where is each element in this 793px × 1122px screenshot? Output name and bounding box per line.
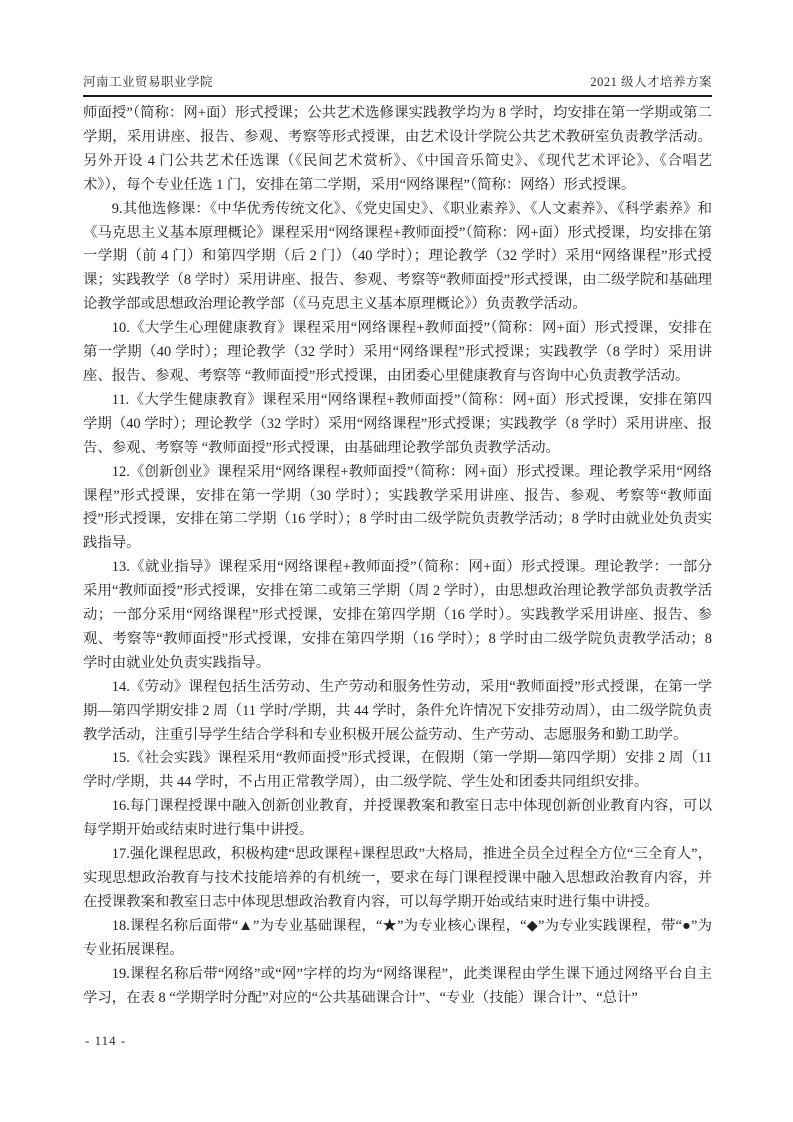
paragraph-item-12: 12.《创新创业》课程采用“网络课程+教师面授”（简称：网+面）形式授课。理论教学采用“网络课程”形式授课，安排在第一学期（30 学时）；实践教学采用讲座、报告、参观、考察等“教师面授”形式授课，安排在第二学期（16 学时）；8 学时由二级学院负责教学活动；8 学时由就业处负责实践指导。 [83, 463, 712, 552]
paragraph-item-18: 18.课程名称后面带“▲”为专业基础课程，“★”为专业核心课程，“◆”为专业实践课程，带“●”为专业拓展课程。 [83, 917, 712, 958]
paragraph-item-10: 10.《大学生心理健康教育》课程采用“网络课程+教师面授”（简称：网+面）形式授课，安排在第一学期（40 学时）；理论教学（32 学时）采用“网络课程”形式授课；实践教学（8 学时）采用讲座、报告、参观、考察等 “教师面授”形式授课，由团委心里健康教育与咨询中心负责教学活动。 [83, 320, 712, 384]
document-body [83, 102, 712, 1010]
header-school-name: 河南工业贸易职业学院 [83, 75, 214, 89]
paragraph-item-13: 13.《就业指导》课程采用“网络课程+教师面授”（简称：网+面）形式授课。理论教学：一部分采用“教师面授”形式授课，安排在第二或第三学期（周 2 学时），由思想政治理论教学部负责教学活动；一部分采用“网络课程”形式授课，安排在第四学期（16 学时）。实践教学采用讲座、报告、参观、考察等“教师面授”形式授课，安排在第四学期（16 学时）；8 学时由二级学院负责教学活动；8 学时由就业处负责实践指导。 [83, 559, 712, 671]
paragraph-item-19: 19.课程名称后带“网络”或“网”字样的均为“网络课程”，此类课程由学生课下通过网络平台自主学习，在表 8 “学期学时分配”对应的“公共基础课合计”、“专业（技能）课合计”、“总计” [83, 965, 712, 1006]
paragraph-item-17: 17.强化课程思政，积极构建“思政课程+课程思政”大格局，推进全员全过程全方位“三全育人”，实现思想政治教育与技术技能培养的有机统一，要求在每门课程授课中融入思想政治教育内容，并在授课教案和教室日志中体现思想政治教育内容，可以每学期开始或结束时进行集中讲授。 [83, 846, 712, 910]
paragraph-item-14: 14.《劳动》课程包括生活劳动、生产劳动和服务性劳动，采用“教师面授”形式授课，在第一学期—第四学期安排 2 周（11 学时/学期，共 44 学时，条件允许情况下安排劳动周），由二级学院负责教学活动，注重引导学生结合学科和专业积极开展公益劳动、生产劳动、志愿服务和勤工助学。 [83, 678, 712, 743]
paragraph-continuation: 师面授”（简称：网+面）形式授课；公共艺术选修课实践教学均为 8 学时，均安排在第一学期或第二学期，采用讲座、报告、参观、考察等形式授课，由艺术设计学院公共艺术教研室负责教学活动。另外开设 4 门公共艺术任选课（《民间艺术赏析》、《中国音乐简史》、《现代艺术评论》、《合唱艺术》），每个专业任选 1 门，安排在第二学期，采用“网络课程”（简称：网络）形式授课。 [83, 105, 712, 193]
page-number: - 114 - [85, 1033, 127, 1048]
paragraph-item-16: 16.每门课程授课中融入创新创业教育，并授课教案和教室日志中体现创新创业教育内容，可以每学期开始或结束时进行集中讲授。 [83, 798, 712, 839]
page-footer [85, 1033, 126, 1049]
page-header [83, 72, 712, 97]
paragraph-item-9: 9.其他选修课：《中华优秀传统文化》、《党史国史》、《职业素养》、《人文素养》、《科学素养》和《马克思主义基本原理概论》课程采用“网络课程+教师面授”（简称：网+面）形式授课，均安排在第一学期（前 4 门）和第四学期（后 2 门）（40 学时）；理论教学（32 学时）采用“网络课程”形式授课；实践教学（8 学时）采用讲座、报告、参观、考察等“教师面授”形式授课，由二级学院和基础理论教学部或思想政治理论教学部（《马克思主义基本原理概论》）负责教学活动。 [83, 200, 712, 313]
paragraph-item-11: 11.《大学生健康教育》课程采用“网络课程+教师面授”（简称：网+面）形式授课，安排在第四学期（40 学时）；理论教学（32 学时）采用“网络课程”形式授课；实践教学（8 学时）采用讲座、报告、参观、考察等 “教师面授”形式授课，由基础理论教学部负责教学活动。 [83, 391, 712, 456]
header-doc-title: 2021 级人才培养方案 [590, 75, 712, 89]
paragraph-item-15: 15.《社会实践》课程采用“教师面授”形式授课，在假期（第一学期—第四学期）安排 2 周（11 学时/学期，共 44 学时，不占用正常教学周），由二级学院、学生处和团委共同组织安排。 [83, 750, 712, 791]
